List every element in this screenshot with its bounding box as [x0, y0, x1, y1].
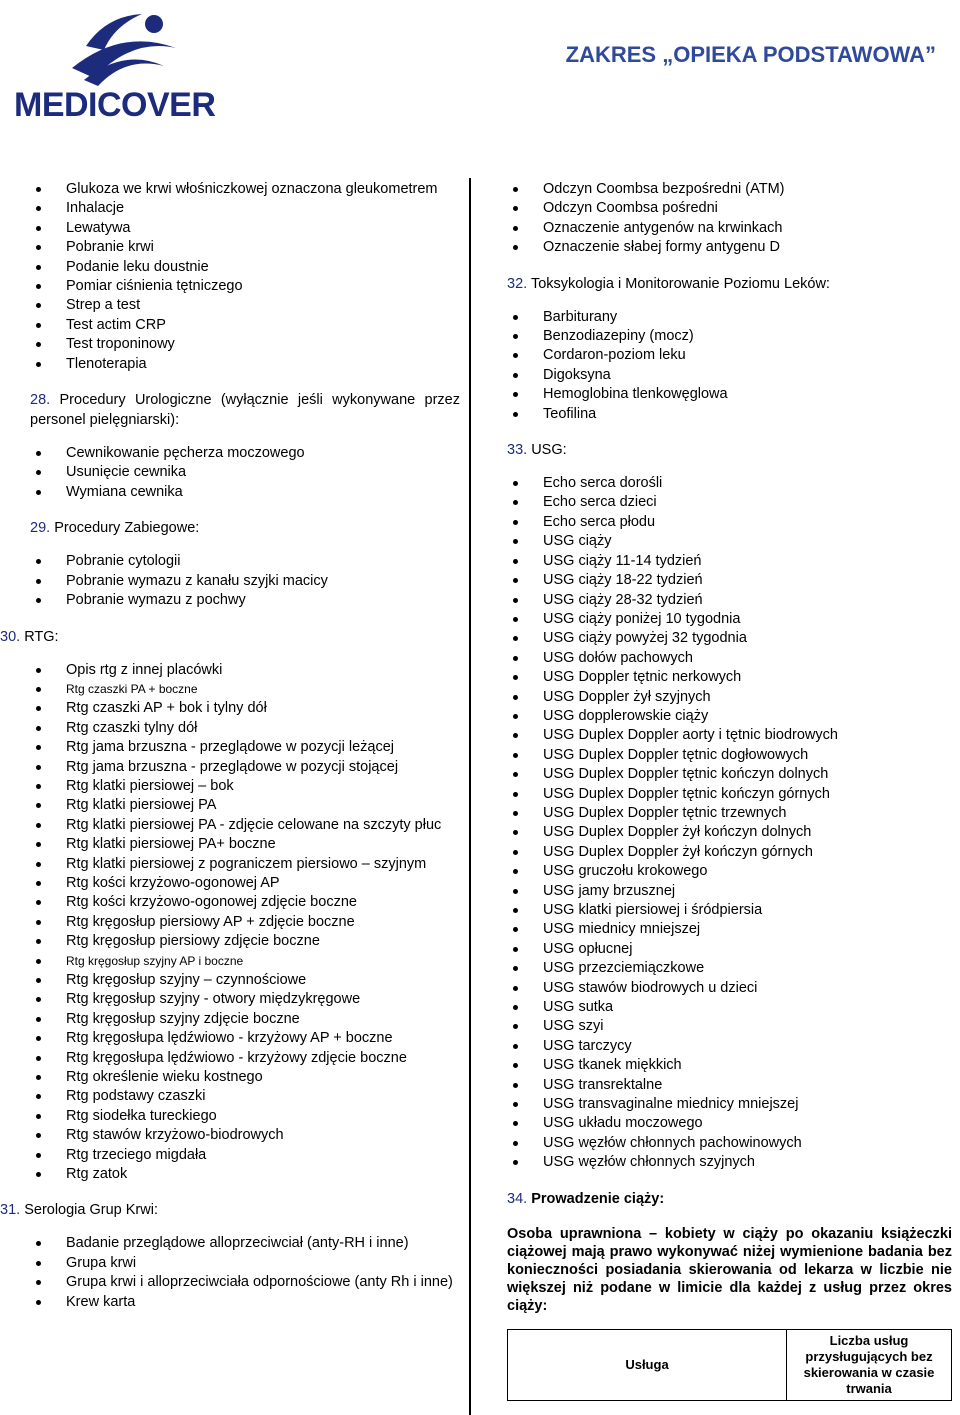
section-title: USG: [531, 442, 567, 459]
list-item: Tlenoterapia [30, 355, 460, 374]
section-title: Procedury Zabiegowe: [54, 520, 200, 537]
column-divider [469, 178, 471, 1415]
section-number: 31. [0, 1202, 21, 1219]
right-column [507, 180, 952, 1401]
list-item: USG jamy brzusznej [507, 882, 952, 901]
list-item: USG tarczycy [507, 1037, 952, 1056]
list-item: Pomiar ciśnienia tętniczego [30, 277, 460, 296]
list-item: Oznaczenie antygenów na krwinkach [507, 219, 952, 238]
list-item: Lewatywa [30, 219, 460, 238]
list-item: USG ciąży powyżej 32 tygodnia [507, 629, 952, 648]
list-item: Rtg podstawy czaszki [30, 1087, 460, 1106]
section-heading [0, 627, 460, 647]
list-item: Oznaczenie słabej formy antygenu D [507, 238, 952, 257]
list-item: Rtg kości krzyżowo-ogonowej AP [30, 874, 460, 893]
section-number: 28. [30, 392, 51, 409]
list-item: Digoksyna [507, 366, 952, 385]
list-item: USG węzłów chłonnych szyjnych [507, 1153, 952, 1172]
list-item: Badanie przeglądowe alloprzeciwciał (anty-RH i inne) [30, 1234, 460, 1253]
table-header-service: Usługa [508, 1330, 787, 1400]
list-item: Grupa krwi i alloprzeciwciała odpornościowe (anty Rh i inne) [30, 1273, 460, 1292]
list-item: Rtg określenie wieku kostnego [30, 1068, 460, 1087]
list-item: Rtg stawów krzyżowo-biodrowych [30, 1126, 460, 1145]
list-item: Rtg kręgosłup szyjny - otwory międzykręgowe [30, 990, 460, 1009]
section-title: Serologia Grup Krwi: [24, 1202, 158, 1219]
list-item: USG Duplex Doppler tętnic dogłowowych [507, 746, 952, 765]
section-number: 34. [507, 1190, 528, 1207]
list-item: Rtg klatki piersiowej z pograniczem piersiowo – szyjnym [30, 855, 460, 874]
section-heading [30, 390, 460, 430]
list-item: Odczyn Coombsa pośredni [507, 199, 952, 218]
list-item: Rtg klatki piersiowej – bok [30, 777, 460, 796]
list-item: Rtg kręgosłup piersiowy zdjęcie boczne [30, 932, 460, 951]
list-item: USG ciąży 28-32 tydzień [507, 591, 952, 610]
list-item: Rtg kręgosłup szyjny AP i boczne [30, 952, 460, 971]
list-item: Cordaron-poziom leku [507, 346, 952, 365]
list-item: USG miednicy mniejszej [507, 920, 952, 939]
list-item: Rtg trzeciego migdała [30, 1146, 460, 1165]
item-list [507, 308, 952, 424]
pregnancy-paragraph: Osoba uprawniona – kobiety w ciąży po okazaniu książeczki ciążowej mają prawo wykonywać niżej wymienione badania bez konieczności posiadania skierowania od lekarza w liczbie nie większej niż podane w limicie dla każdej z usług przez okres ciąży: [507, 1225, 952, 1314]
list-item: Grupa krwi [30, 1254, 460, 1273]
services-table [507, 1329, 952, 1401]
list-item: USG tkanek miękkich [507, 1056, 952, 1075]
list-item: Rtg siodełka tureckiego [30, 1107, 460, 1126]
list-item: Rtg kręgosłup piersiowy AP + zdjęcie boczne [30, 913, 460, 932]
list-item: Rtg klatki piersiowej PA - zdjęcie celowane na szczyty płuc [30, 816, 460, 835]
section-title: RTG: [24, 628, 59, 645]
page-title: ZAKRES „OPIEKA PODSTAWOWA” [565, 42, 936, 67]
list-item: USG transrektalne [507, 1076, 952, 1095]
list-item: USG Duplex Doppler tętnic kończyn górnych [507, 785, 952, 804]
list-item: Rtg czaszki PA + boczne [30, 680, 460, 699]
list-item: Inhalacje [30, 199, 460, 218]
list-item: Rtg kręgosłupa lędźwiowo - krzyżowy zdjęcie boczne [30, 1049, 460, 1068]
list-item: USG gruczołu krokowego [507, 862, 952, 881]
section-title: Prowadzenie ciąży: [531, 1190, 665, 1207]
list-item: USG Duplex Doppler żył kończyn górnych [507, 843, 952, 862]
item-list [30, 1234, 460, 1312]
left-column [0, 180, 460, 1312]
list-item: Glukoza we krwi włośniczkowej oznaczona gleukometrem [30, 180, 460, 199]
list-item: Krew karta [30, 1293, 460, 1312]
list-item: USG przezciemiączkowe [507, 959, 952, 978]
list-item: Echo serca dzieci [507, 493, 952, 512]
list-item: Rtg klatki piersiowej PA+ boczne [30, 835, 460, 854]
section-heading [30, 518, 460, 538]
item-list [30, 661, 460, 1185]
list-item: Podanie leku doustnie [30, 258, 460, 277]
list-item: Rtg zatok [30, 1165, 460, 1184]
list-item: Pobranie wymazu z pochwy [30, 591, 460, 610]
list-item: Strep a test [30, 296, 460, 315]
list-item: Rtg kręgosłupa lędźwiowo - krzyżowy AP + boczne [30, 1029, 460, 1048]
section-number: 30. [0, 628, 21, 645]
list-item: USG stawów biodrowych u dzieci [507, 979, 952, 998]
list-item: Pobranie cytologii [30, 552, 460, 571]
list-item: USG sutka [507, 998, 952, 1017]
list-item: Pobranie krwi [30, 238, 460, 257]
list-item: Pobranie wymazu z kanału szyjki macicy [30, 572, 460, 591]
list-item: USG opłucnej [507, 940, 952, 959]
section-heading [0, 1200, 460, 1220]
medicover-logo [14, 8, 229, 124]
list-item: USG ciąży poniżej 10 tygodnia [507, 610, 952, 629]
list-item: Echo serca dorośli [507, 474, 952, 493]
list-item: Test troponinowy [30, 335, 460, 354]
list-item: Rtg czaszki AP + bok i tylny dół [30, 699, 460, 718]
item-list [507, 180, 952, 258]
list-item: Rtg klatki piersiowej PA [30, 796, 460, 815]
logo-wordmark: MEDICOVER [14, 86, 216, 124]
list-item: Hemoglobina tlenkowęglowa [507, 385, 952, 404]
list-item: USG Duplex Doppler żył kończyn dolnych [507, 823, 952, 842]
list-item: Rtg jama brzuszna - przeglądowe w pozycji stojącej [30, 758, 460, 777]
item-list [30, 180, 460, 374]
list-item: Rtg kręgosłup szyjny – czynnościowe [30, 971, 460, 990]
list-item: Benzodiazepiny (mocz) [507, 327, 952, 346]
section-heading [507, 274, 952, 294]
list-item: USG szyi [507, 1017, 952, 1036]
list-item: USG Duplex Doppler tętnic trzewnych [507, 804, 952, 823]
item-list [30, 444, 460, 502]
list-item: USG transvaginalne miednicy mniejszej [507, 1095, 952, 1114]
section-heading [507, 440, 952, 460]
list-item: Echo serca płodu [507, 513, 952, 532]
list-item: Cewnikowanie pęcherza moczowego [30, 444, 460, 463]
list-item: Rtg kręgosłup szyjny zdjęcie boczne [30, 1010, 460, 1029]
list-item: Barbiturany [507, 308, 952, 327]
list-item: USG węzłów chłonnych pachowinowych [507, 1134, 952, 1153]
list-item: USG ciąży 11-14 tydzień [507, 552, 952, 571]
list-item: USG dołów pachowych [507, 649, 952, 668]
list-item: USG ciąży 18-22 tydzień [507, 571, 952, 590]
list-item: USG Duplex Doppler aorty i tętnic biodrowych [507, 726, 952, 745]
list-item: USG Duplex Doppler tętnic kończyn dolnych [507, 765, 952, 784]
list-item: Odczyn Coombsa bezpośredni (ATM) [507, 180, 952, 199]
list-item: USG Doppler tętnic nerkowych [507, 668, 952, 687]
list-item: Rtg czaszki tylny dół [30, 719, 460, 738]
list-item: Rtg kości krzyżowo-ogonowej zdjęcie boczne [30, 893, 460, 912]
table-header-count: Liczba usług przysługujących bez skierowania w czasie trwania [803, 1332, 935, 1396]
list-item: USG Doppler żył szyjnych [507, 688, 952, 707]
item-list [507, 474, 952, 1173]
list-item: Opis rtg z innej placówki [30, 661, 460, 680]
list-item: USG układu moczowego [507, 1114, 952, 1133]
section-number: 32. [507, 275, 528, 292]
section-number: 33. [507, 442, 528, 459]
section-title: Toksykologia i Monitorowanie Poziomu Leków: [530, 275, 830, 292]
section-heading [507, 1189, 952, 1209]
list-item: USG dopplerowskie ciąży [507, 707, 952, 726]
list-item: Usunięcie cewnika [30, 463, 460, 482]
list-item: Wymiana cewnika [30, 483, 460, 502]
list-item: Teofilina [507, 405, 952, 424]
list-item: USG ciąży [507, 532, 952, 551]
section-number: 29. [30, 520, 51, 537]
section-title: Procedury Urologiczne (wyłącznie jeśli wykonywane przez personel pielęgniarski): [30, 392, 460, 429]
list-item: USG klatki piersiowej i śródpiersia [507, 901, 952, 920]
list-item: Test actim CRP [30, 316, 460, 335]
list-item: Rtg jama brzuszna - przeglądowe w pozycji leżącej [30, 738, 460, 757]
item-list [30, 552, 460, 610]
logo-emblem-icon [14, 8, 229, 88]
